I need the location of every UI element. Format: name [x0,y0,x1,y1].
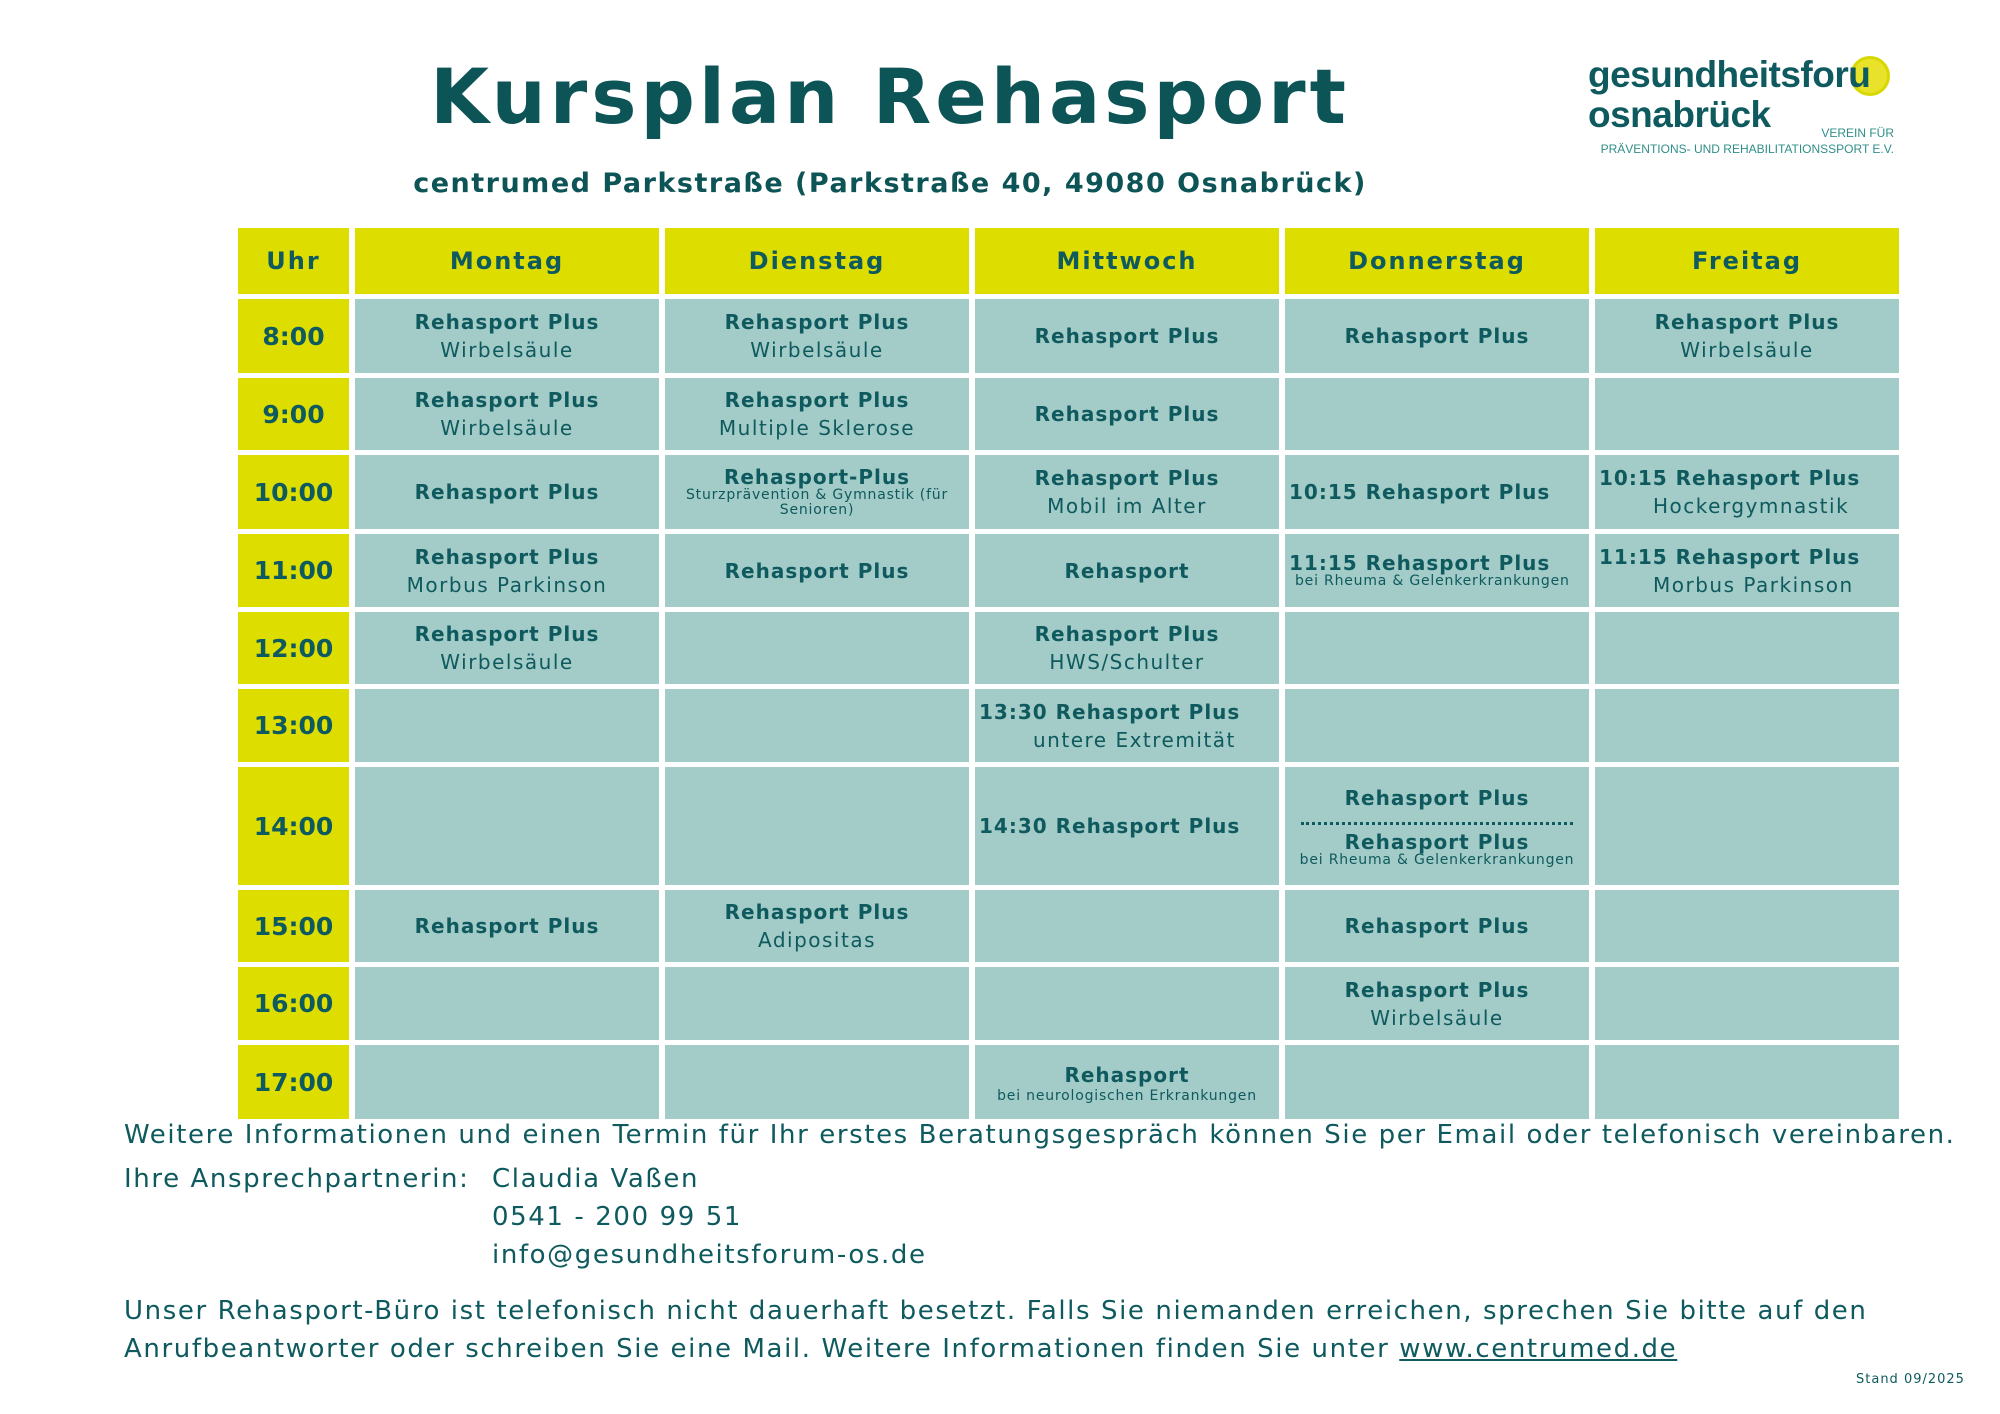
time-label: 9:00 [238,378,349,450]
logo-line-2: osnabrück [1588,94,1771,135]
course-title: Rehasport Plus [414,622,600,646]
course-cell [975,612,1279,684]
contact-email: info@gesundheitsforum-os.de [492,1240,927,1270]
schedule-table [238,228,1896,1119]
time-label: 15:00 [238,890,349,962]
col-header-freitag: Freitag [1595,228,1899,294]
page-title: Kursplan Rehasport [430,52,1350,141]
empty-cell [355,967,659,1040]
course-cell [1595,534,1899,607]
empty-cell [1285,689,1589,762]
course-cell [1595,299,1899,373]
course-cell [1285,455,1589,529]
info-text: Weitere Informationen und einen Termin für Ihr erstes Beratungsgespräch können Sie per Email oder telefonisch vereinbaren. [124,1120,1956,1150]
office-note-line-2 [124,1334,1677,1364]
course-note: bei neurologischen Erkrankungen [997,1087,1257,1104]
course-cell [1285,534,1589,607]
time-label: 8:00 [238,299,349,373]
course-title: Rehasport Plus [414,480,600,504]
course-title: Rehasport [1064,558,1190,583]
course-subtitle: Mobil im Alter [1047,494,1207,518]
course-title: 13:30 Rehasport Plus [979,699,1241,724]
col-header-dienstag: Dienstag [665,228,969,294]
contact-label: Ihre Ansprechpartnerin: [124,1164,470,1194]
empty-cell [1285,612,1589,684]
col-header-montag: Montag [355,228,659,294]
gesundheitsforum-logo [1588,54,1908,164]
course-title: Rehasport Plus [1034,466,1220,490]
empty-cell [1595,612,1899,684]
course-subtitle: Morbus Parkinson [1653,572,1854,597]
logo-line-3: VEREIN FÜR [1821,126,1894,140]
course-subtitle: Hockergymnastik [1653,494,1850,518]
col-header-donnerstag: Donnerstag [1285,228,1589,294]
course-title: Rehasport Plus [724,310,910,334]
centrumed-link[interactable]: www.centrumed.de [1399,1334,1678,1364]
course-cell [975,1045,1279,1119]
course-cell [665,378,969,450]
course-note: bei Rheuma & Gelenkerkrankungen [1299,852,1575,868]
course-title: Rehasport Plus [414,544,600,569]
empty-cell [975,967,1279,1040]
course-title: 10:15 Rehasport Plus [1599,466,1861,490]
empty-cell [355,767,659,885]
course-title: Rehasport Plus [1344,914,1530,938]
course-note: bei Rheuma & Gelenkerkrankungen [1295,573,1570,589]
course-title: Rehasport Plus [1654,310,1840,334]
empty-cell [1595,689,1899,762]
course-title: Rehasport [1064,1062,1190,1087]
course-subtitle: Multiple Sklerose [718,416,916,440]
course-cell [975,378,1279,450]
col-header-mittwoch: Mittwoch [975,228,1279,294]
course-subtitle: Wirbelsäule [750,338,884,362]
course-cell [975,689,1279,762]
course-cell [665,299,969,373]
logo-line-1: gesundheitsforu [1588,54,1871,95]
time-label: 13:00 [238,689,349,762]
course-cell [355,299,659,373]
empty-cell [665,1045,969,1119]
course-subtitle: Wirbelsäule [1370,1005,1504,1030]
course-title: 10:15 Rehasport Plus [1289,480,1551,504]
course-title: Rehasport Plus [1344,977,1530,1002]
empty-cell [665,767,969,885]
course-subtitle: Wirbelsäule [440,650,574,674]
course-cell [1285,890,1589,962]
contact-phone: 0541 - 200 99 51 [492,1202,743,1232]
time-label: 10:00 [238,455,349,529]
time-label: 12:00 [238,612,349,684]
logo-line-4: PRÄVENTIONS- UND REHABILITATIONSSPORT E.V. [1600,142,1894,156]
course-subtitle: Wirbelsäule [440,338,574,362]
col-header-uhr: Uhr [238,228,349,294]
course-subtitle: Wirbelsäule [440,416,574,440]
course-cell [355,378,659,450]
course-cell [975,534,1279,607]
course-cell [665,890,969,962]
empty-cell [1595,967,1899,1040]
course-title-second: Rehasport Plus [1344,830,1530,854]
course-title: Rehasport Plus [1034,324,1220,348]
course-cell [1595,455,1899,529]
office-note-line-1: Unser Rehasport-Büro ist telefonisch nicht dauerhaft besetzt. Falls Sie niemanden erreichen, sprechen Sie bitte auf den [124,1296,1868,1326]
course-title: Rehasport Plus [414,310,600,334]
empty-cell [355,689,659,762]
course-title: Rehasport Plus [414,388,600,412]
course-cell [1285,299,1589,373]
empty-cell [1595,1045,1899,1119]
course-cell [975,767,1279,885]
course-cell [355,455,659,529]
empty-cell [1285,1045,1589,1119]
course-title: Rehasport Plus [724,388,910,412]
time-label: 14:00 [238,767,349,885]
course-cell [975,455,1279,529]
course-note: Sturzprävention & Gymnastik (für Senioren) [685,487,949,518]
empty-cell [1595,767,1899,885]
time-label: 11:00 [238,534,349,607]
course-cell [1285,767,1589,885]
empty-cell [1595,890,1899,962]
course-title: Rehasport Plus [414,914,600,938]
course-title: Rehasport Plus [1034,622,1220,646]
time-label: 17:00 [238,1045,349,1119]
empty-cell [665,689,969,762]
course-cell [355,612,659,684]
location-subtitle: centrumed Parkstraße (Parkstraße 40, 49080 Osnabrück) [413,168,1367,199]
empty-cell [665,967,969,1040]
course-title: Rehasport Plus [724,558,910,583]
empty-cell [665,612,969,684]
course-cell [665,534,969,607]
course-title: Rehasport Plus [1344,786,1530,810]
dotted-divider [1301,822,1573,825]
course-title: 11:15 Rehasport Plus [1289,551,1551,575]
course-title: Rehasport-Plus [723,465,911,489]
empty-cell [1595,378,1899,450]
course-title: Rehasport Plus [1344,324,1530,348]
course-title: Rehasport Plus [1034,402,1220,426]
stand-date: Stand 09/2025 [1856,1372,1965,1387]
empty-cell [355,1045,659,1119]
empty-cell [975,890,1279,962]
course-cell [355,534,659,607]
course-subtitle: Morbus Parkinson [406,572,608,597]
course-subtitle: HWS/Schulter [1049,650,1205,674]
course-title: 11:15 Rehasport Plus [1599,544,1861,569]
course-subtitle: untere Extremität [1033,727,1236,752]
course-subtitle: Wirbelsäule [1680,338,1814,362]
time-label: 16:00 [238,967,349,1040]
course-cell [355,890,659,962]
course-cell [665,455,969,529]
course-title: 14:30 Rehasport Plus [979,814,1241,838]
course-cell [1285,967,1589,1040]
contact-name: Claudia Vaßen [492,1164,700,1194]
course-cell [975,299,1279,373]
office-note-text: Anrufbeantworter oder schreiben Sie eine Mail. Weitere Informationen finden Sie unter [124,1334,1390,1364]
course-subtitle: Adipositas [757,928,876,952]
empty-cell [1285,378,1589,450]
course-title: Rehasport Plus [724,900,910,924]
